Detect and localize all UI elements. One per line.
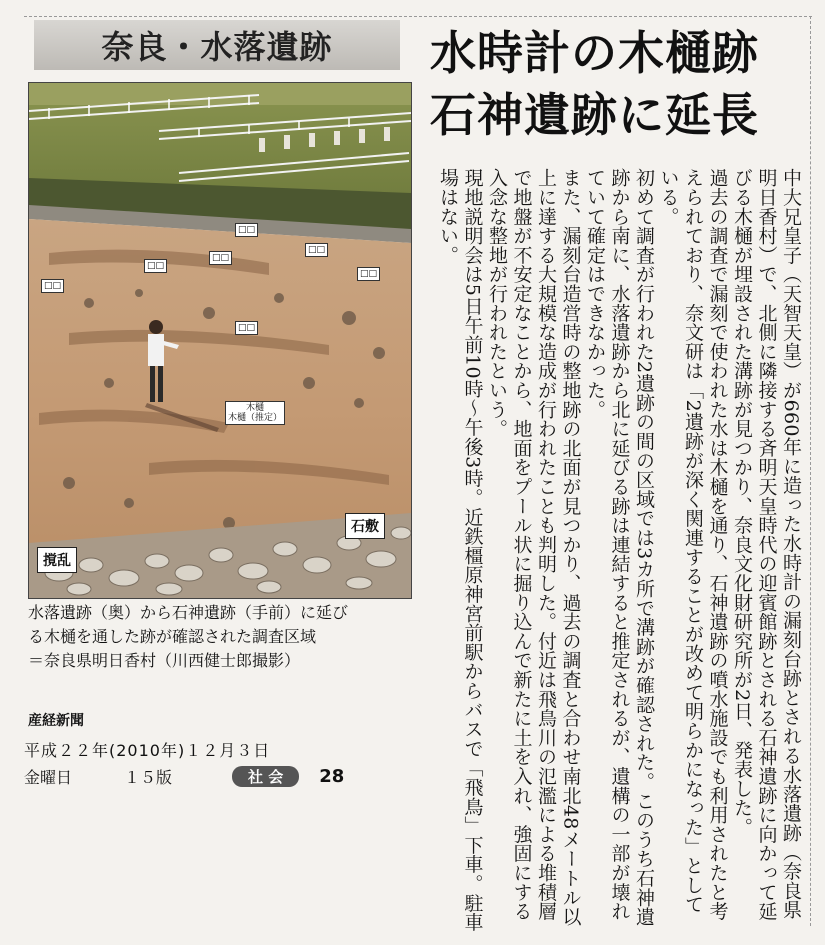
clipping-edge-top bbox=[24, 16, 812, 17]
site-marker: □□ bbox=[305, 243, 328, 257]
article-paragraph: 中大兄皇子（天智天皇）が660年に造った水時計の漏刻台跡とされる水落遺跡（奈良県明日香村）で、北側に隣接する斉明天皇時代の迎賓館跡とされる石神遺跡に向かって延びる木樋が埋設された溝跡が見つかり、奈良文化財研究所が2日、発表した。 bbox=[731, 168, 802, 921]
sign-wooden-pipe-label: 木樋 bbox=[246, 403, 265, 413]
page-number: 28 bbox=[319, 766, 345, 787]
article-paragraph: 現地説明会は5日午前10時〜午後3時。近鉄橿原神宮前駅からバスで「飛鳥」下車。駐車場はない。 bbox=[437, 168, 484, 932]
sign-stone-paving: 石敷 bbox=[345, 513, 385, 539]
caption-line-3: ＝奈良県明日香村（川西健士郎撮影） bbox=[28, 651, 301, 670]
sign-wooden-pipe-sub: 木樋（推定） bbox=[228, 413, 283, 423]
excavation-photo bbox=[28, 82, 412, 599]
clipping-edge-right bbox=[810, 16, 811, 926]
sign-wooden-pipe bbox=[225, 401, 285, 425]
sign-disturbed: 撹乱 bbox=[37, 547, 77, 573]
headline-line-2: 石神遺跡に延長 bbox=[430, 88, 759, 142]
section-badge: 社 会 bbox=[232, 766, 299, 787]
headline-line-1: 水時計の木樋跡 bbox=[430, 26, 759, 80]
site-marker: □□ bbox=[357, 267, 380, 281]
site-marker: □□ bbox=[235, 321, 258, 335]
edition-meta bbox=[24, 765, 384, 788]
site-marker: □□ bbox=[144, 259, 167, 273]
caption-line-1: 水落遺跡（奥）から石神遺跡（手前）に延び bbox=[28, 603, 349, 622]
article-paragraph: また、漏刻台造営時の整地跡の北面が見つかり、過去の調査と合わせ南北48メートル以上に達する大規模な造成が行われたことも判明した。付近は飛鳥川の氾濫による堆積層で地盤が不安定なことから、地面をプール状に掘り込んで新たに土を入れ、強固にする入念な整地が行われたという。 bbox=[486, 168, 582, 927]
newspaper-name: 産経新聞 bbox=[28, 713, 84, 729]
kicker-label: 奈良・水落遺跡 bbox=[34, 20, 400, 70]
source-info bbox=[24, 710, 384, 788]
headline bbox=[430, 22, 800, 146]
weekday: 金曜日 bbox=[24, 768, 73, 787]
site-marker: □□ bbox=[41, 279, 64, 293]
site-marker: □□ bbox=[235, 223, 258, 237]
article-paragraph: 過去の調査で漏刻で使われた水は木樋を通り、石神遺跡の噴水施設でも利用されたと考えられており、奈文研は「2遺跡が深く関連することが改めて明らかになった」としている。 bbox=[657, 168, 729, 921]
article-body bbox=[398, 168, 803, 932]
article-paragraph: 初めて調査が行われた2遺跡の間の区域では3カ所で溝跡が確認された。このうち石神遺跡から南に、水落遺跡から北に延びる跡は連結すると推定されるが、遺構の一部が壊れていて確定はできなかった。 bbox=[584, 168, 655, 927]
site-marker: □□ bbox=[209, 251, 232, 265]
publication-date: 平成２２年(2010年)１２月３日 bbox=[24, 741, 271, 760]
photo-caption bbox=[28, 601, 413, 673]
caption-line-2: る木樋を通した跡が確認された調査区域 bbox=[28, 627, 317, 646]
edition: １５版 bbox=[124, 768, 173, 787]
